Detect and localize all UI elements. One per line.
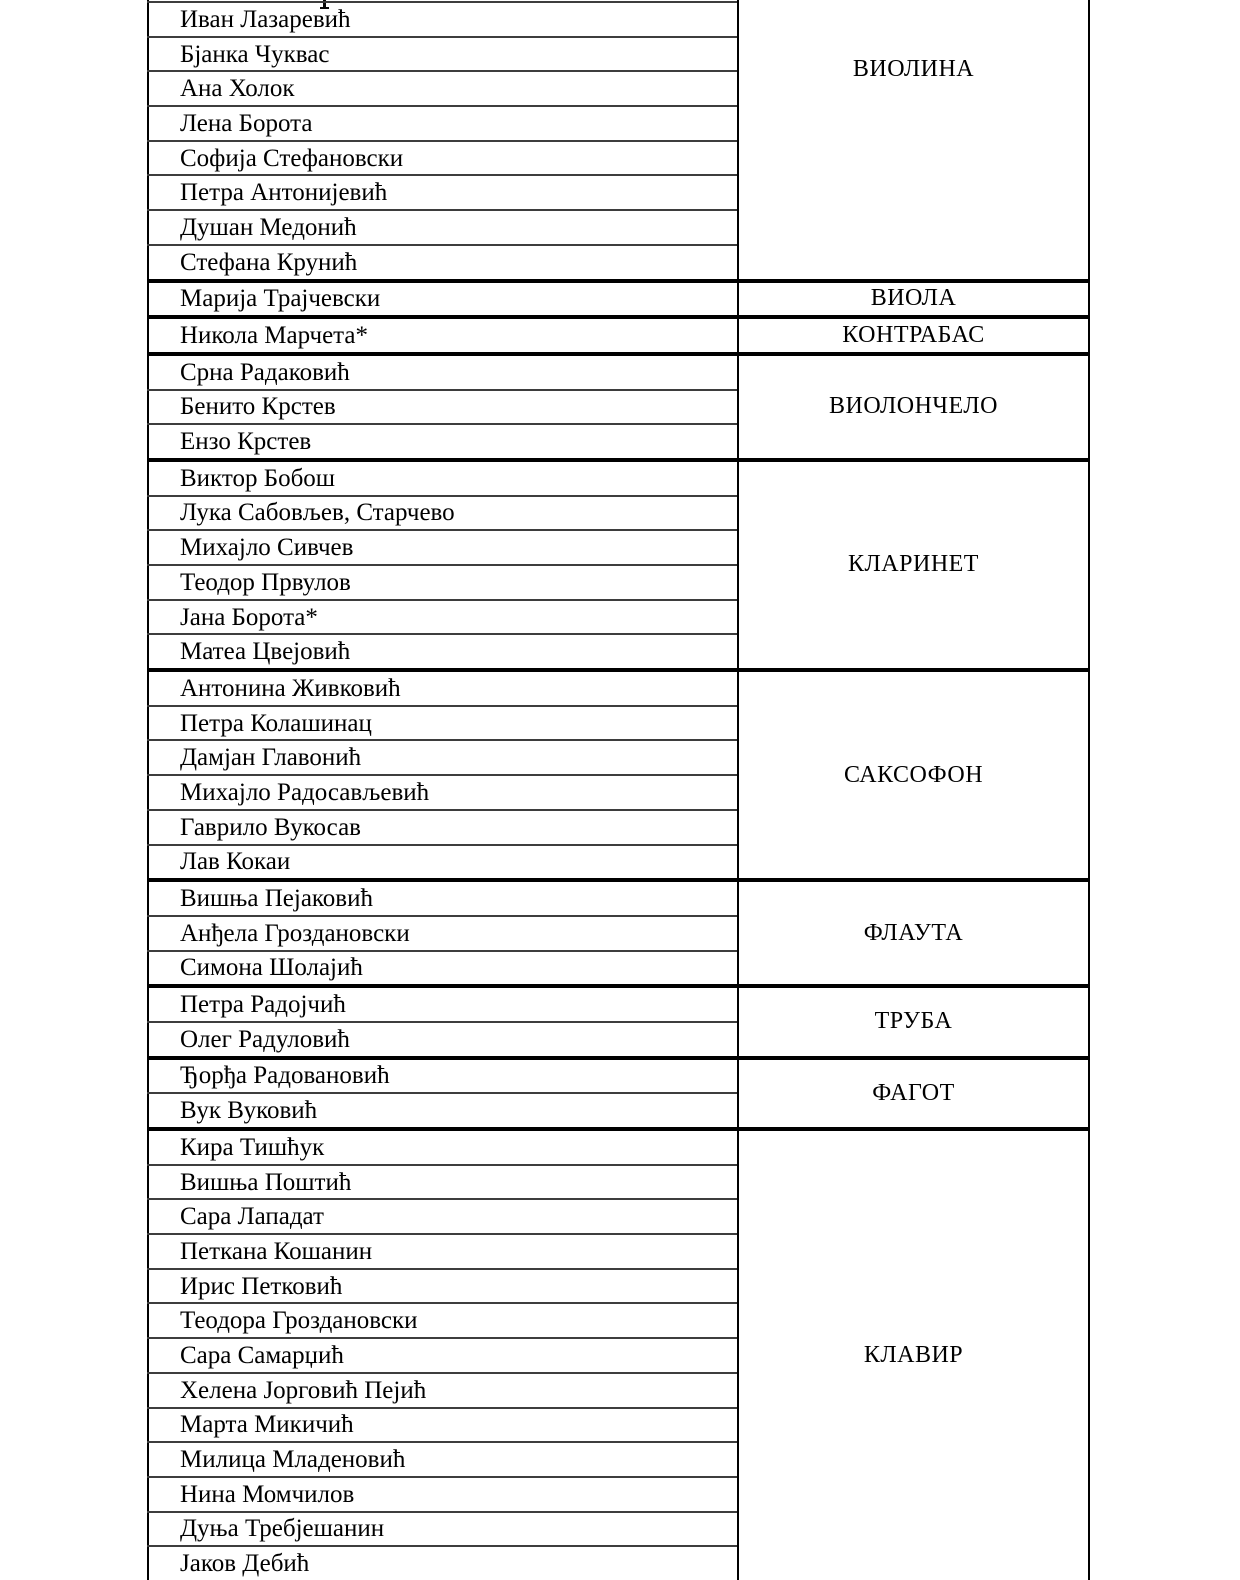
member-name-cell: Вишња Пејаковић (148, 880, 738, 916)
member-name-cell: Виктор Бобош (148, 460, 738, 496)
member-name-cell: Михајло Сивчев (148, 530, 738, 565)
member-name-cell: Јана Борота* (148, 600, 738, 635)
member-name-cell: Анђела Гроздановски (148, 916, 738, 951)
member-name-cell: Теодора Гроздановски (148, 1303, 738, 1338)
member-name-cell: Ензо Крстев (148, 424, 738, 460)
instrument-cell-violoncelo: ВИОЛОНЧЕЛО (738, 354, 1089, 460)
member-name-cell: Бенито Крстев (148, 390, 738, 425)
member-name-cell: Марта Микичић (148, 1408, 738, 1443)
member-name-cell: Олег Радуловић (148, 1022, 738, 1058)
member-name-cell: Теодор Првулов (148, 565, 738, 600)
orchestra-roster-table (147, 0, 1090, 1580)
member-name-cell: Симона Шолајић (148, 951, 738, 987)
instrument-cell-violina: ВИОЛИНА (852, 56, 975, 82)
instrument-cell-flauta: ФЛАУТА (738, 880, 1089, 986)
member-name-cell: Марија Трајчевски (148, 281, 738, 318)
member-name-cell: Душан Медонић (148, 210, 738, 245)
member-row (148, 1129, 1089, 1165)
member-row (148, 317, 1089, 354)
member-name-cell: Бјанка Чуквас (148, 37, 738, 72)
member-row (148, 1058, 1089, 1094)
member-name-cell: Петра Антонијевић (148, 175, 738, 210)
member-name-cell: Ђорђа Радовановић (148, 1058, 738, 1094)
member-row (148, 354, 1089, 390)
member-row (148, 986, 1089, 1022)
member-name-cell: Ана Холок (148, 71, 738, 106)
member-name-cell: Петра Радојчић (148, 986, 738, 1022)
member-name-cell: Нина Момчилов (148, 1477, 738, 1512)
instrument-cell-kontrabas: КОНТРАБАС (738, 317, 1089, 354)
member-row (148, 880, 1089, 916)
member-name-cell: Сара Лападат (148, 1199, 738, 1234)
member-name-cell: Лука Сабовљев, Старчево (148, 496, 738, 531)
instrument-cell-viola: ВИОЛА (738, 281, 1089, 318)
instrument-cell-saksofon: САКСОФОН (738, 670, 1089, 880)
instrument-cell-klavir: КЛАВИР (738, 1129, 1089, 1580)
member-name-cell: Сара Самарџић (148, 1338, 738, 1373)
instrument-cell-truba: ТРУБА (738, 986, 1089, 1057)
member-name-cell: Софија Стефановски (148, 141, 738, 176)
member-name-cell: Хелена Јорговић Пејић (148, 1373, 738, 1408)
member-name-cell: Јаков Дебић (148, 1546, 738, 1580)
member-row (148, 460, 1089, 496)
member-name-cell: Гаврило Вукосав (148, 810, 738, 845)
member-name-cell: Никола Марчета* (148, 317, 738, 354)
member-name-cell: Матеа Цвејовић (148, 634, 738, 670)
member-name-cell: Кира Тишћук (148, 1129, 738, 1165)
member-name-cell: Антонина Живковић (148, 670, 738, 706)
member-row (148, 670, 1089, 706)
instrument-cell-fagot: ФАГОТ (738, 1058, 1089, 1129)
member-name-cell: Иван Лазаревић (148, 2, 738, 37)
member-row (148, 281, 1089, 318)
member-name-cell: Петкана Кошанин (148, 1234, 738, 1269)
member-name-cell: Вук Вуковић (148, 1093, 738, 1129)
member-name-cell: Ирис Петковић (148, 1269, 738, 1304)
member-name-cell: Михајло Радосављевић (148, 775, 738, 810)
member-name-cell: Лена Борота (148, 106, 738, 141)
instrument-cell-klarinet: КЛАРИНЕТ (738, 460, 1089, 670)
member-name-cell: Срна Радаковић (148, 354, 738, 390)
member-name-cell: Лав Кокаи (148, 845, 738, 881)
member-name-cell: Стефана Крунић (148, 245, 738, 281)
member-name-cell: Вишња Поштић (148, 1165, 738, 1200)
member-name-cell: Дамјан Главонић (148, 740, 738, 775)
member-name-cell: Милица Младеновић (148, 1442, 738, 1477)
member-name-cell: Дуња Требјешанин (148, 1512, 738, 1547)
member-name-cell: Петра Колашинац (148, 706, 738, 741)
